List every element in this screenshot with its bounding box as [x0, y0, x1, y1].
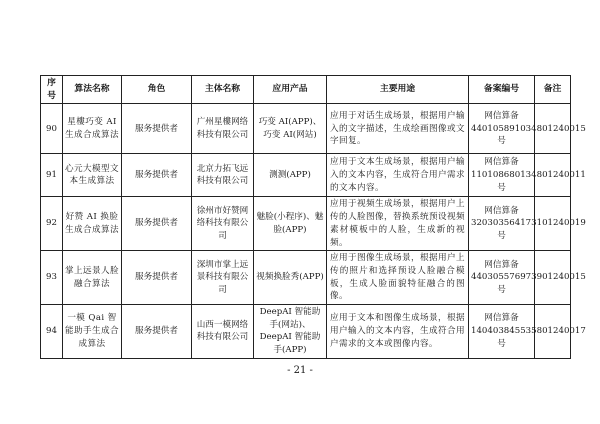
cell-filing: 网信算备440305576973901240015 号	[469, 251, 535, 305]
cell-entity: 广州星樓网络科技有限公司	[192, 104, 254, 154]
cell-num: 94	[41, 305, 63, 359]
cell-num: 90	[41, 104, 63, 154]
page-number: - 21 -	[287, 365, 313, 376]
header-cell-note: 备注	[535, 76, 571, 104]
table-row	[41, 251, 571, 305]
cell-filing: 网信算备320303564173101240019 号	[469, 197, 535, 251]
cell-purpose: 应用于图像生成场景，根据用户上传的照片和选择预设人脸融合模板，生成人脸面貌特征融合的图像。	[327, 251, 469, 305]
cell-entity: 徐州市好赞网络科技有限公司	[192, 197, 254, 251]
cell-purpose: 应用于文本和图像生成场景，根据用户输入的文本内容，生成符合用户需求的文本或图像内容。	[327, 305, 469, 359]
cell-entity: 山西一模网络科技有限公司	[192, 305, 254, 359]
cell-filing: 网信算备140403845535801240017 号	[469, 305, 535, 359]
cell-purpose: 应用于文本生成场景，根据用户输入的文本内容，生成符合用户需求的文本内容。	[327, 154, 469, 197]
cell-role: 服务提供者	[122, 104, 192, 154]
cell-product: 视频换脸秀(APP)	[254, 251, 327, 305]
cell-num: 91	[41, 154, 63, 197]
header-cell-num: 序号	[41, 76, 63, 104]
header-cell-algorithm: 算法名称	[63, 76, 122, 104]
table-row	[41, 197, 571, 251]
cell-product: DeepAI 智能助手(网站)、DeepAI 智能助手(APP)	[254, 305, 327, 359]
table-row	[41, 154, 571, 197]
cell-algorithm: 心元大模型文本生成算法	[63, 154, 122, 197]
cell-role: 服务提供者	[122, 251, 192, 305]
header-cell-filing: 备案编号	[469, 76, 535, 104]
cell-role: 服务提供者	[122, 197, 192, 251]
header-row	[41, 76, 571, 104]
cell-algorithm: 好赞 AI 换脸生成合成算法	[63, 197, 122, 251]
cell-algorithm: 掌上远景人脸融合算法	[63, 251, 122, 305]
cell-filing: 网信算备110108680134801240011 号	[469, 154, 535, 197]
cell-purpose: 应用于视频生成场景，根据用户上传的人脸图像，替换系统预设视频素材模板中的人脸，生成新的视频。	[327, 197, 469, 251]
table-row	[41, 104, 571, 154]
cell-entity: 北京力拓飞远科技有限公司	[192, 154, 254, 197]
cell-algorithm: 一模 Qai 智能助手生成合成算法	[63, 305, 122, 359]
header-cell-entity: 主体名称	[192, 76, 254, 104]
cell-entity: 深圳市掌上远景科技有限公司	[192, 251, 254, 305]
cell-role: 服务提供者	[122, 305, 192, 359]
header-cell-product: 应用产品	[254, 76, 327, 104]
header-cell-role: 角色	[122, 76, 192, 104]
table-row	[41, 305, 571, 359]
cell-role: 服务提供者	[122, 154, 192, 197]
cell-algorithm: 星樓巧变 AI 生成合成算法	[63, 104, 122, 154]
header-cell-purpose: 主要用途	[327, 76, 469, 104]
algorithm-registry-table	[40, 75, 586, 359]
cell-product: 测测(APP)	[254, 154, 327, 197]
cell-product: 巧变 AI(APP)、巧变 AI(网站)	[254, 104, 327, 154]
cell-num: 93	[41, 251, 63, 305]
cell-product: 魅脸(小程序)、魅脸(APP)	[254, 197, 327, 251]
cell-num: 92	[41, 197, 63, 251]
cell-filing: 网信算备440105891034801240015 号	[469, 104, 535, 154]
cell-purpose: 应用于对话生成场景，根据用户输入的文字描述，生成绘画图像或文字回复。	[327, 104, 469, 154]
